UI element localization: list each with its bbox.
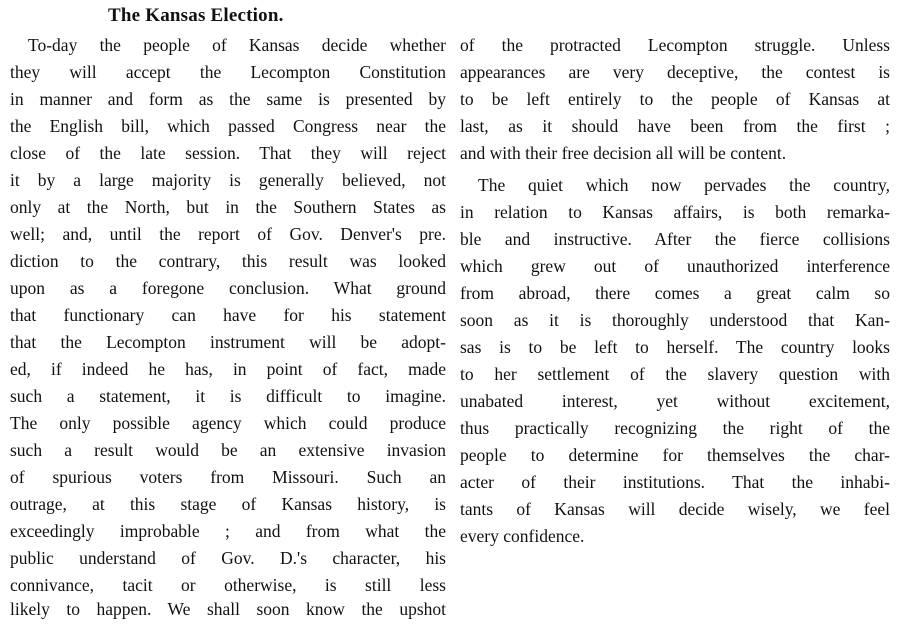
article-line: last, as it should have been from the first ; (460, 116, 890, 136)
article-line: likely to happen. We shall soon know the upshot (10, 599, 446, 619)
article-line: thus practically recognizing the right of the (460, 418, 890, 438)
article-line: appearances are very deceptive, the contest is (460, 62, 890, 82)
article-line: The quiet which now pervades the country, (478, 175, 890, 195)
article-line: connivance, tacit or otherwise, is still less (10, 575, 446, 595)
article-line: exceedingly improbable ; and from what the (10, 521, 446, 541)
article-line: only at the North, but in the Southern States as (10, 197, 446, 217)
article-line: of the protracted Lecompton struggle. Unless (460, 35, 890, 55)
article-line: outrage, at this stage of Kansas history, is (10, 494, 446, 514)
article-line: the English bill, which passed Congress near the (10, 116, 446, 136)
article-line: close of the late session. That they will reject (10, 143, 446, 163)
article-line: The only possible agency which could produce (10, 413, 446, 433)
article-line: sas is to be left to herself. The country looks (460, 337, 890, 357)
article-line: To-day the people of Kansas decide whether (28, 35, 446, 55)
article-line: in relation to Kansas affairs, is both remarka- (460, 202, 890, 222)
article-line: unabated interest, yet without excitement, (460, 391, 890, 411)
article-line: to her settlement of the slavery question with (460, 364, 890, 384)
article-headline: The Kansas Election. (108, 5, 284, 26)
article-line: upon as a foregone conclusion. What ground (10, 278, 446, 298)
article-line: and with their free decision all will be content. (460, 143, 787, 163)
article-line: tants of Kansas will decide wisely, we feel (460, 499, 890, 519)
article-line: that the Lecompton instrument will be adopt- (10, 332, 446, 352)
article-line: people to determine for themselves the char- (460, 445, 890, 465)
article-line: well; and, until the report of Gov. Denver's pre. (10, 224, 446, 244)
article-line: ed, if indeed he has, in point of fact, made (10, 359, 446, 379)
article-line: in manner and form as the same is presented by (10, 89, 446, 109)
article-line: it by a large majority is generally believed, not (10, 170, 446, 190)
article-line: every confidence. (460, 526, 585, 546)
article-line: they will accept the Lecompton Constitution (10, 62, 446, 82)
article-line: such a result would be an extensive invasion (10, 440, 446, 460)
article-line: soon as it is thoroughly understood that Kan- (460, 310, 890, 330)
article-line: such a statement, it is difficult to imagine. (10, 386, 446, 406)
article-line: ble and instructive. After the fierce collisions (460, 229, 890, 249)
article-line: which grew out of unauthorized interference (460, 256, 890, 276)
article-line: acter of their institutions. That the inhabi- (460, 472, 890, 492)
article-line: diction to the contrary, this result was looked (10, 251, 446, 271)
article-line: public understand of Gov. D.'s character, his (10, 548, 446, 568)
article-line: to be left entirely to the people of Kansas at (460, 89, 890, 109)
article-line: that functionary can have for his statement (10, 305, 446, 325)
article-line: of spurious voters from Missouri. Such an (10, 467, 446, 487)
article-line: from abroad, there comes a great calm so (460, 283, 890, 303)
